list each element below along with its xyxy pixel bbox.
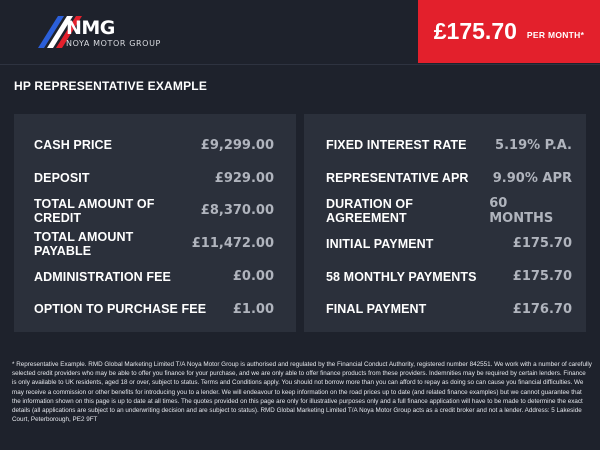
row-value: £175.70 <box>512 236 572 252</box>
row-value: £11,472.00 <box>191 236 274 252</box>
section-title: HP REPRESENTATIVE EXAMPLE <box>14 79 208 93</box>
finance-row <box>14 260 296 293</box>
finance-panel-left <box>14 114 296 332</box>
brand-logo[interactable] <box>34 12 174 52</box>
finance-row <box>14 227 296 260</box>
finance-row <box>304 195 586 228</box>
monthly-price-badge <box>418 0 600 63</box>
row-value: 5.19% P.A. <box>495 137 572 153</box>
row-value: £175.70 <box>512 269 572 285</box>
row-label: REPRESENTATIVE APR <box>326 171 469 186</box>
row-label: INITIAL PAYMENT <box>326 236 434 251</box>
row-label: TOTAL AMOUNT OF CREDIT <box>34 196 155 225</box>
row-value: £929.00 <box>214 170 274 186</box>
header-divider <box>0 64 600 65</box>
row-label: FINAL PAYMENT <box>326 302 427 317</box>
finance-row <box>14 293 296 326</box>
row-label: DURATION OF AGREEMENT <box>326 196 413 225</box>
logo-text: NOYA MOTOR GROUP <box>66 39 161 48</box>
row-value: 60 MONTHS <box>489 195 554 226</box>
row-value: £176.70 <box>512 301 572 317</box>
logo-mark: NMG <box>66 17 115 39</box>
monthly-price: £175.70 <box>433 18 517 44</box>
row-value: £8,370.00 <box>200 203 274 219</box>
row-value: £1.00 <box>232 301 274 317</box>
finance-panel-right <box>304 114 586 332</box>
row-label: 58 MONTHLY PAYMENTS <box>326 269 477 284</box>
row-value: 9.90% APR <box>492 170 572 186</box>
row-value: £0.00 <box>232 269 274 285</box>
row-label: FIXED INTEREST RATE <box>326 138 467 153</box>
row-label: CASH PRICE <box>34 138 113 153</box>
per-month-label: PER MONTH* <box>526 29 585 40</box>
finance-row <box>14 162 296 195</box>
finance-row <box>304 260 586 293</box>
finance-row <box>304 293 586 326</box>
finance-row <box>304 162 586 195</box>
finance-row <box>304 227 586 260</box>
finance-row <box>304 129 586 162</box>
finance-row <box>14 195 296 228</box>
row-label: TOTAL AMOUNT PAYABLE <box>34 229 134 258</box>
legal-footnote: * Representative Example. RMD Global Marketing Limited T/A Noya Motor Group is authorised and regulated by the Financial Conduct Authority, registered number 842551. We work with a number of carefully selected credit providers who may be able to offer you finance for your purchase, and we are only able to offer finance products from these providers. Indemnities may be required by certain lenders. Finance is only available to UK residents, aged 18 or over, subject to status. Terms and Conditions apply. You should not borrow more than you can afford to repay as doing so can cause you financial difficulties. We may receive a commission or other benefits for introducing you to a lender. We will endeavour to keep information on the road prices up to date (and related finance examples) but we cannot guarantee that the information shown on this page is up to date at all times. The quotes provided on this page are only for illustrative purposes only and a full finance application will have to be made to determine the exact details (all applications are subject to an underwriting decision and are subject to status). RMD Global Marketing Limited T/A Noya Motor Group acts as a credit broker and not a lender. Address: 5 Lakeside Court, Peterborough, PE2 9FT <box>12 361 592 424</box>
row-value: £9,299.00 <box>200 137 274 153</box>
row-label: ADMINISTRATION FEE <box>34 269 171 284</box>
finance-row <box>14 129 296 162</box>
row-label: OPTION TO PURCHASE FEE <box>34 302 207 317</box>
row-label: DEPOSIT <box>34 171 90 186</box>
header <box>0 0 600 64</box>
